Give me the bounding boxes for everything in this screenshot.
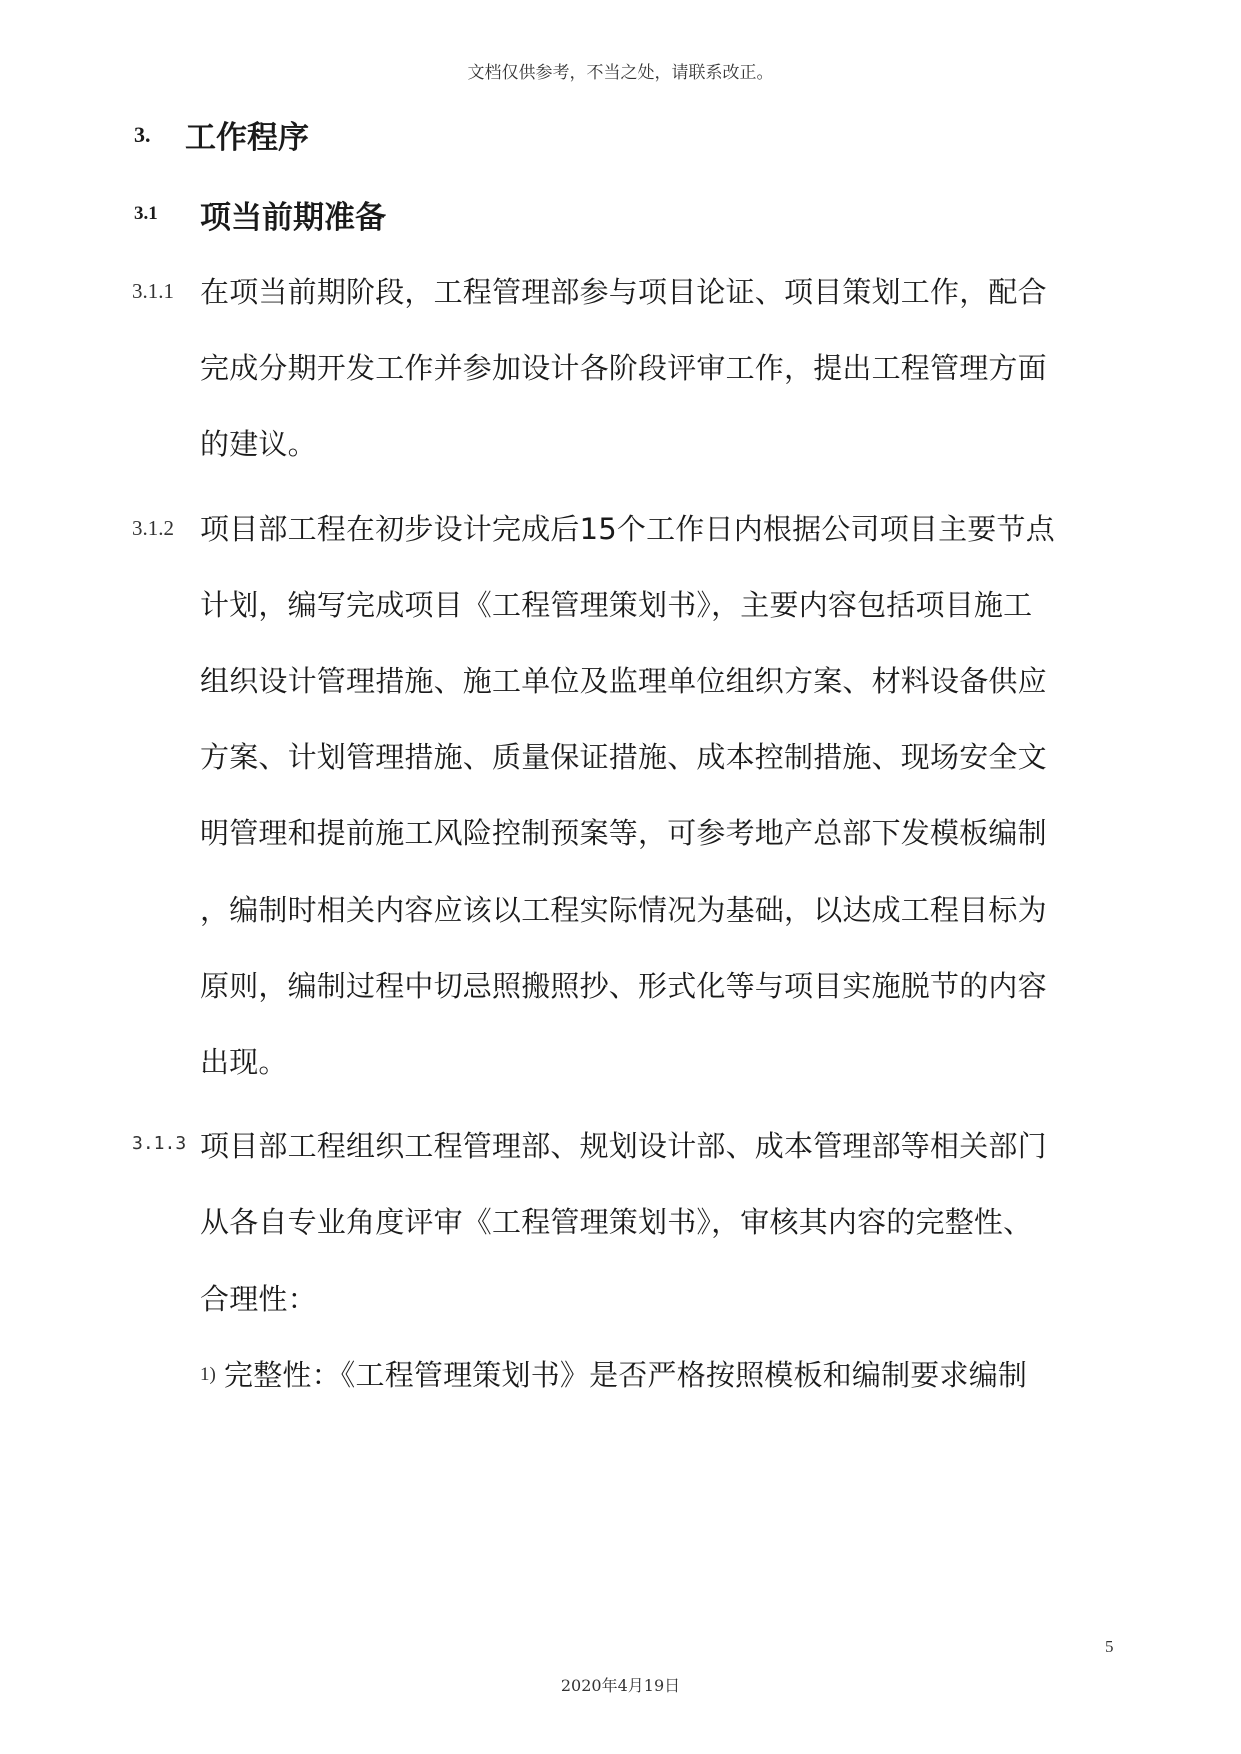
paragraph-line: 组织设计管理措施、施工单位及监理单位组织方案、材料设备供应: [200, 664, 1047, 698]
header-note: 文档仅供参考，不当之处，请联系改正。: [467, 63, 774, 83]
subsection-title: 项当前期准备: [200, 200, 386, 236]
list-item-text: 完整性：《工程管理策划书》是否严格按照模板和编制要求编制: [224, 1358, 1028, 1392]
item-number: 3.1.3: [132, 1133, 187, 1154]
paragraph-line: 计划，编写完成项目《工程管理策划书》，主要内容包括项目施工: [200, 588, 1033, 622]
footer-date: 2020年4月19日: [560, 1676, 681, 1695]
section-title: 工作程序: [185, 120, 309, 156]
paragraph-line: 明管理和提前施工风险控制预案等，可参考地产总部下发模板编制: [200, 816, 1047, 850]
paragraph-line: 出现。: [200, 1045, 288, 1079]
paragraph-line: 方案、计划管理措施、质量保证措施、成本控制措施、现场安全文: [200, 740, 1047, 774]
paragraph-line: 合理性：: [200, 1282, 317, 1316]
paragraph-line: 项目部工程组织工程管理部、规划设计部、成本管理部等相关部门: [200, 1129, 1047, 1163]
subsection-number: 3.1: [134, 203, 158, 224]
paragraph-line: 在项当前期阶段，工程管理部参与项目论证、项目策划工作，配合: [200, 275, 1047, 309]
list-item-number: 1): [200, 1364, 216, 1385]
paragraph-line: 完成分期开发工作并参加设计各阶段评审工作，提出工程管理方面: [200, 351, 1047, 385]
page-number: 5: [1105, 1637, 1114, 1656]
paragraph-line: ，编制时相关内容应该以工程实际情况为基础，以达成工程目标为: [200, 893, 1047, 927]
section-number: 3.: [134, 122, 151, 147]
item-number: 3.1.1: [132, 279, 174, 303]
paragraph-line: 项目部工程在初步设计完成后15个工作日内根据公司项目主要节点: [200, 512, 1055, 546]
item-number: 3.1.2: [132, 516, 174, 540]
paragraph-line: 的建议。: [200, 427, 317, 461]
paragraph-line: 原则，编制过程中切忌照搬照抄、形式化等与项目实施脱节的内容: [200, 969, 1047, 1003]
paragraph-line: 从各自专业角度评审《工程管理策划书》，审核其内容的完整性、: [200, 1205, 1033, 1239]
